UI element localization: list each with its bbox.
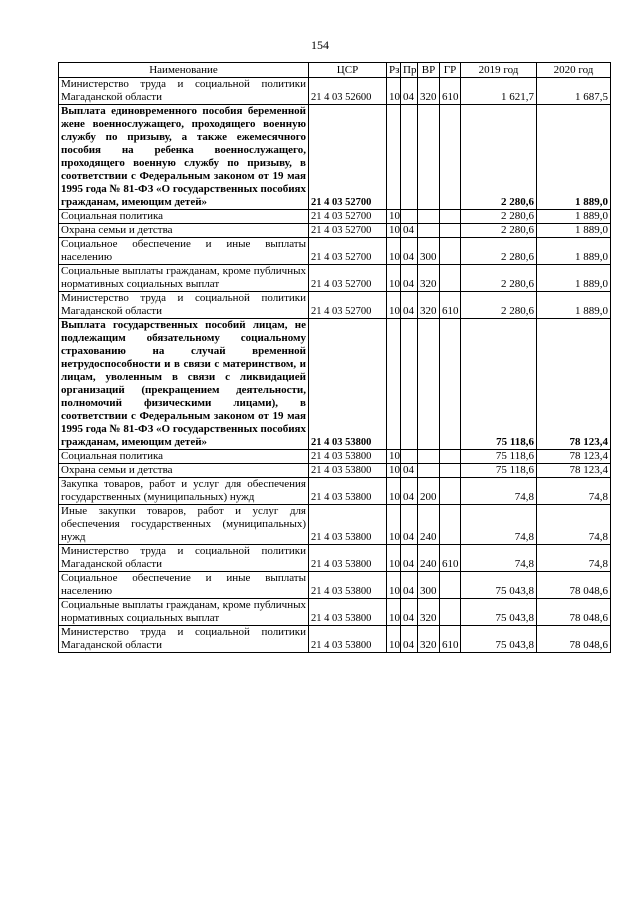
row-rz: 10	[387, 599, 401, 626]
header-vr: ВР	[418, 63, 440, 78]
row-csr: 21 4 03 53800	[309, 626, 387, 653]
row-value-2019: 74,8	[461, 545, 537, 572]
row-value-2019: 74,8	[461, 505, 537, 545]
row-vr: 240	[418, 545, 440, 572]
row-rz: 10	[387, 265, 401, 292]
row-name: Социальное обеспечение и иные выплаты населению	[59, 572, 309, 599]
row-value-2020: 1 889,0	[537, 238, 611, 265]
row-gr	[440, 450, 461, 464]
table-row	[59, 626, 611, 653]
row-value-2019: 75 118,6	[461, 319, 537, 450]
row-vr: 320	[418, 292, 440, 319]
row-gr: 610	[440, 78, 461, 105]
row-value-2019: 75 118,6	[461, 464, 537, 478]
row-gr	[440, 505, 461, 545]
row-value-2020: 1 889,0	[537, 224, 611, 238]
row-name: Охрана семьи и детства	[59, 224, 309, 238]
row-rz: 10	[387, 464, 401, 478]
row-csr: 21 4 03 52700	[309, 292, 387, 319]
row-value-2020: 74,8	[537, 505, 611, 545]
row-value-2020: 1 687,5	[537, 78, 611, 105]
row-rz: 10	[387, 572, 401, 599]
row-vr: 200	[418, 478, 440, 505]
table-row	[59, 450, 611, 464]
row-gr	[440, 464, 461, 478]
budget-table	[58, 62, 611, 653]
row-rz: 10	[387, 224, 401, 238]
table-row	[59, 265, 611, 292]
header-2020: 2020 год	[537, 63, 611, 78]
row-rz: 10	[387, 545, 401, 572]
row-csr: 21 4 03 53800	[309, 319, 387, 450]
row-rz: 10	[387, 478, 401, 505]
row-value-2019: 74,8	[461, 478, 537, 505]
row-gr	[440, 265, 461, 292]
row-pr: 04	[401, 78, 418, 105]
row-vr: 240	[418, 505, 440, 545]
row-gr	[440, 572, 461, 599]
row-pr	[401, 210, 418, 224]
row-value-2020: 1 889,0	[537, 210, 611, 224]
row-name: Иные закупки товаров, работ и услуг для обеспечения государственных (муниципальных) нужд	[59, 505, 309, 545]
row-value-2020: 1 889,0	[537, 292, 611, 319]
row-csr: 21 4 03 52700	[309, 105, 387, 210]
row-vr	[418, 105, 440, 210]
row-vr	[418, 210, 440, 224]
row-name: Министерство труда и социальной политики Магаданской области	[59, 545, 309, 572]
row-rz: 10	[387, 292, 401, 319]
row-rz: 10	[387, 505, 401, 545]
row-value-2020: 78 123,4	[537, 464, 611, 478]
row-pr: 04	[401, 505, 418, 545]
table-row	[59, 572, 611, 599]
row-value-2020: 78 048,6	[537, 599, 611, 626]
row-pr: 04	[401, 572, 418, 599]
header-rz: Рз	[387, 63, 401, 78]
row-vr: 320	[418, 599, 440, 626]
row-gr: 610	[440, 545, 461, 572]
row-pr: 04	[401, 292, 418, 319]
table-row	[59, 545, 611, 572]
header-2019: 2019 год	[461, 63, 537, 78]
row-csr: 21 4 03 53800	[309, 450, 387, 464]
row-rz: 10	[387, 210, 401, 224]
row-vr	[418, 464, 440, 478]
table-row	[59, 292, 611, 319]
row-name: Закупка товаров, работ и услуг для обеспечения государственных (муниципальных) нужд	[59, 478, 309, 505]
row-csr: 21 4 03 52700	[309, 224, 387, 238]
row-vr	[418, 450, 440, 464]
row-pr: 04	[401, 224, 418, 238]
row-csr: 21 4 03 52700	[309, 238, 387, 265]
row-rz: 10	[387, 78, 401, 105]
row-csr: 21 4 03 53800	[309, 464, 387, 478]
row-rz	[387, 319, 401, 450]
table-row	[59, 224, 611, 238]
row-value-2020: 1 889,0	[537, 265, 611, 292]
row-csr: 21 4 03 52700	[309, 210, 387, 224]
row-pr	[401, 105, 418, 210]
row-csr: 21 4 03 53800	[309, 505, 387, 545]
row-vr: 300	[418, 238, 440, 265]
row-value-2019: 1 621,7	[461, 78, 537, 105]
table-row	[59, 599, 611, 626]
row-name: Министерство труда и социальной политики Магаданской области	[59, 292, 309, 319]
table-row	[59, 464, 611, 478]
row-value-2019: 2 280,6	[461, 238, 537, 265]
row-vr: 320	[418, 78, 440, 105]
table-row	[59, 505, 611, 545]
row-value-2020: 78 123,4	[537, 319, 611, 450]
header-name: Наименование	[59, 63, 309, 78]
row-value-2019: 2 280,6	[461, 224, 537, 238]
row-pr: 04	[401, 478, 418, 505]
row-gr	[440, 210, 461, 224]
header-gr: ГР	[440, 63, 461, 78]
row-vr: 320	[418, 265, 440, 292]
table-row	[59, 319, 611, 450]
row-csr: 21 4 03 52600	[309, 78, 387, 105]
row-gr: 610	[440, 292, 461, 319]
row-gr	[440, 478, 461, 505]
row-value-2019: 2 280,6	[461, 105, 537, 210]
row-rz: 10	[387, 626, 401, 653]
row-value-2020: 78 123,4	[537, 450, 611, 464]
row-pr: 04	[401, 545, 418, 572]
row-name: Выплата государственных пособий лицам, не подлежащим обязательному социальному страхованию на случай временной нетрудоспособности и в связи с материнством, и лицам, уволенным в связи с ликвидацией организаций (прекращением деятельности, полномочий физическими лицами), в соответствии с Федеральным законом от 19 мая 1995 года № 81-ФЗ «О государственных пособиях гражданам, имеющим детей»	[59, 319, 309, 450]
row-rz: 10	[387, 238, 401, 265]
row-gr	[440, 319, 461, 450]
row-value-2019: 2 280,6	[461, 292, 537, 319]
row-gr	[440, 224, 461, 238]
header-csr: ЦСР	[309, 63, 387, 78]
row-name: Министерство труда и социальной политики Магаданской области	[59, 78, 309, 105]
row-name: Социальные выплаты гражданам, кроме публичных нормативных социальных выплат	[59, 265, 309, 292]
row-value-2019: 2 280,6	[461, 265, 537, 292]
row-value-2020: 74,8	[537, 478, 611, 505]
row-pr	[401, 319, 418, 450]
row-value-2019: 75 118,6	[461, 450, 537, 464]
row-vr	[418, 319, 440, 450]
row-value-2019: 75 043,8	[461, 626, 537, 653]
page-number: 154	[311, 38, 329, 52]
row-gr	[440, 238, 461, 265]
row-name: Министерство труда и социальной политики Магаданской области	[59, 626, 309, 653]
table-row	[59, 78, 611, 105]
row-value-2019: 2 280,6	[461, 210, 537, 224]
table-row	[59, 105, 611, 210]
row-csr: 21 4 03 53800	[309, 545, 387, 572]
row-value-2020: 78 048,6	[537, 572, 611, 599]
table-row	[59, 238, 611, 265]
row-vr	[418, 224, 440, 238]
row-pr: 04	[401, 464, 418, 478]
row-pr: 04	[401, 265, 418, 292]
row-csr: 21 4 03 53800	[309, 478, 387, 505]
row-value-2019: 75 043,8	[461, 572, 537, 599]
row-rz	[387, 105, 401, 210]
row-value-2020: 1 889,0	[537, 105, 611, 210]
row-csr: 21 4 03 53800	[309, 572, 387, 599]
header-pr: Пр	[401, 63, 418, 78]
row-name: Выплата единовременного пособия беременной жене военнослужащего, проходящего военную службу по призыву, а также ежемесячного пособия на ребенка военнослужащего, проходящего военную службу по призыву, в соответствии с Федеральным законом от 19 мая 1995 года № 81-ФЗ «О государственных пособиях гражданам, имеющим детей»	[59, 105, 309, 210]
row-gr	[440, 105, 461, 210]
row-name: Социальная политика	[59, 210, 309, 224]
row-name: Социальные выплаты гражданам, кроме публичных нормативных социальных выплат	[59, 599, 309, 626]
row-pr: 04	[401, 626, 418, 653]
row-csr: 21 4 03 53800	[309, 599, 387, 626]
row-gr	[440, 599, 461, 626]
row-value-2020: 74,8	[537, 545, 611, 572]
header-row	[59, 63, 611, 78]
row-rz: 10	[387, 450, 401, 464]
row-pr: 04	[401, 238, 418, 265]
row-name: Охрана семьи и детства	[59, 464, 309, 478]
table-row	[59, 478, 611, 505]
row-name: Социальная политика	[59, 450, 309, 464]
row-vr: 300	[418, 572, 440, 599]
row-value-2019: 75 043,8	[461, 599, 537, 626]
row-vr: 320	[418, 626, 440, 653]
row-value-2020: 78 048,6	[537, 626, 611, 653]
table-body	[59, 78, 611, 653]
row-name: Социальное обеспечение и иные выплаты населению	[59, 238, 309, 265]
row-pr	[401, 450, 418, 464]
table-row	[59, 210, 611, 224]
row-gr: 610	[440, 626, 461, 653]
row-pr: 04	[401, 599, 418, 626]
row-csr: 21 4 03 52700	[309, 265, 387, 292]
